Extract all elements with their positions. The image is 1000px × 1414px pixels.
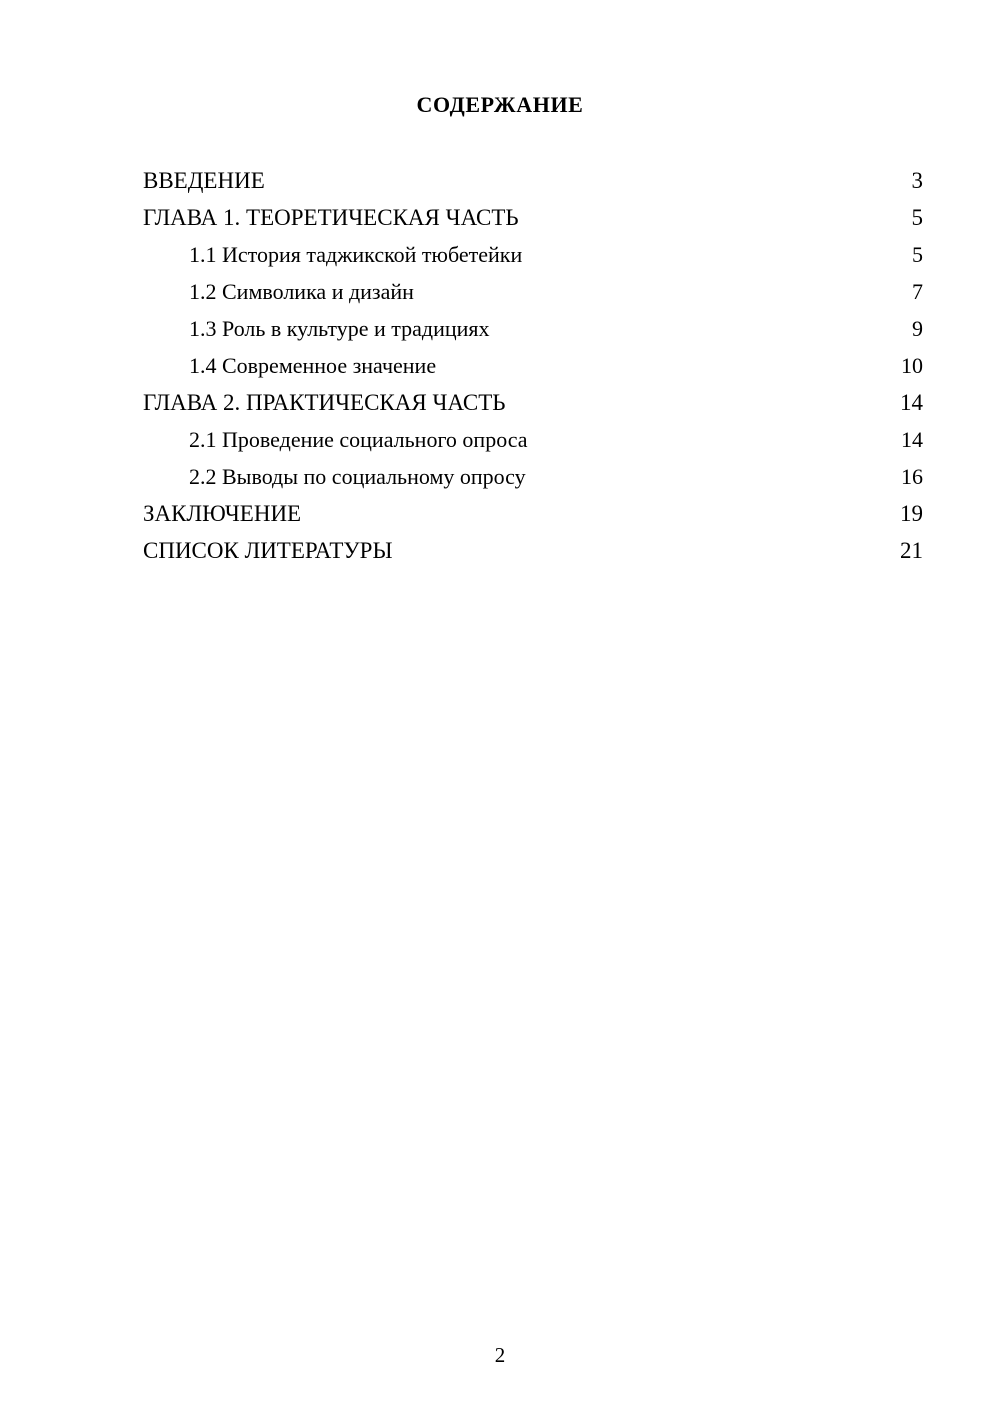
- toc-entry[interactable]: [143, 421, 923, 458]
- toc-entry-page-number: 9: [912, 316, 923, 341]
- toc-entry-page-number: 19: [900, 501, 923, 526]
- toc-entry-label: ГЛАВА 2. ПРАКТИЧЕСКАЯ ЧАСТЬ: [143, 390, 506, 415]
- toc-entry-page-number: 10: [901, 353, 923, 378]
- toc-entry-label: ВВЕДЕНИЕ: [143, 168, 265, 193]
- toc-entry-label: 1.1 История таджикской тюбетейки: [189, 242, 523, 267]
- toc-entry-label: 1.4 Современное значение: [189, 353, 437, 378]
- toc-entry-label: 1.2 Символика и дизайн: [189, 279, 414, 304]
- page-title: СОДЕРЖАНИЕ: [416, 92, 584, 117]
- toc-entry-label: ГЛАВА 1. ТЕОРЕТИЧЕСКАЯ ЧАСТЬ: [143, 205, 519, 230]
- toc-entry-page-number: 7: [912, 279, 923, 304]
- toc-entry[interactable]: [143, 236, 923, 273]
- toc-entry[interactable]: [143, 384, 923, 421]
- toc-entry[interactable]: [143, 273, 923, 310]
- toc-entry[interactable]: [143, 495, 923, 532]
- toc-entry-label: 2.2 Выводы по социальному опросу: [189, 464, 526, 489]
- toc-entry-page-number: 5: [912, 242, 923, 267]
- table-of-contents: [143, 162, 923, 569]
- toc-entry-label: СПИСОК ЛИТЕРАТУРЫ: [143, 538, 393, 563]
- toc-entry[interactable]: [143, 458, 923, 495]
- toc-entry[interactable]: [143, 532, 923, 569]
- toc-entry-page-number: 5: [911, 205, 923, 230]
- toc-entry-label: ЗАКЛЮЧЕНИЕ: [143, 501, 302, 526]
- toc-entry[interactable]: [143, 347, 923, 384]
- toc-entry-page-number: 14: [900, 390, 923, 415]
- toc-entry-label: 2.1 Проведение социального опроса: [189, 427, 528, 452]
- toc-entry-page-number: 16: [901, 464, 923, 489]
- toc-entry-page-number: 14: [901, 427, 923, 452]
- toc-entry-page-number: 21: [900, 538, 923, 563]
- toc-entry[interactable]: [143, 310, 923, 347]
- toc-entry-page-number: 3: [911, 168, 923, 193]
- toc-entry-label: 1.3 Роль в культуре и традициях: [189, 316, 490, 341]
- toc-entry[interactable]: [143, 162, 923, 199]
- footer-page-number: 2: [494, 1343, 506, 1367]
- toc-entry[interactable]: [143, 199, 923, 236]
